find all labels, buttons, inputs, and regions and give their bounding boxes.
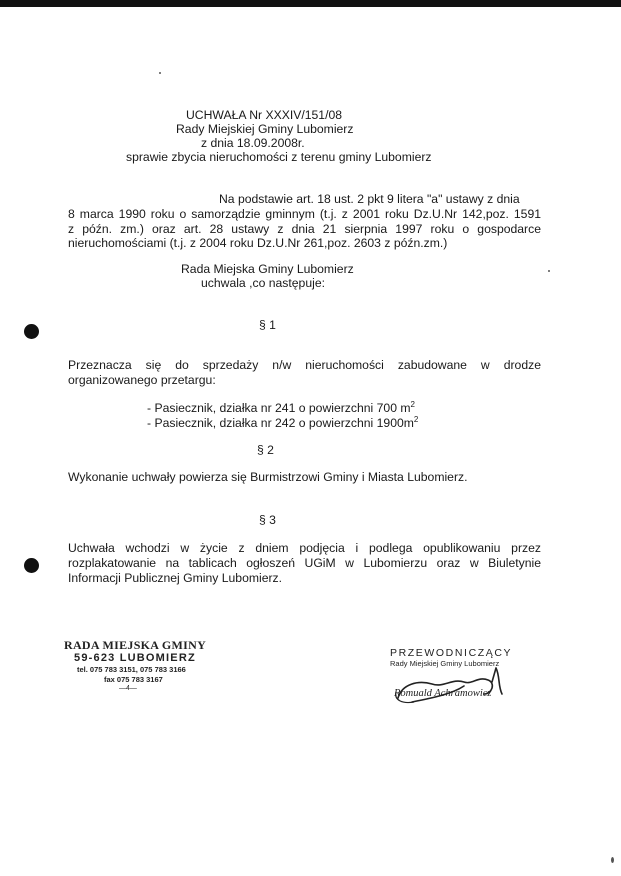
section-1-text: Przeznacza się do sprzedaży n/w nieruchomości zabudowane w drodze xyxy=(68,358,541,372)
legal-basis-line: nieruchomościami (t.j. z 2004 roku Dz.U.Nr 261,poz. 2603 z późn.zm.) xyxy=(68,236,448,250)
section-3-heading: § 3 xyxy=(259,513,276,527)
stamp-fax: fax 075 783 3167 xyxy=(104,675,163,684)
scan-top-border xyxy=(0,0,621,7)
legal-basis-line: 8 marca 1990 roku o samorządzie gminnym (t.j. z 2001 roku Dz.U.Nr 142,poz. 1591 xyxy=(68,207,541,221)
council-resolves: Rada Miejska Gminy Lubomierz xyxy=(181,262,354,276)
property-item-242: - Pasiecznik, działka nr 242 o powierzchni $1900m^2$ xyxy=(147,414,419,430)
section-2-text: Wykonanie uchwały powierza się Burmistrzowi Gminy i Miasta Lubomierz. xyxy=(68,470,468,484)
binder-hole xyxy=(24,324,39,339)
legal-basis-line: Na podstawie art. 18 ust. 2 pkt 9 litera "a" ustawy z dnia xyxy=(219,192,520,206)
stamp-chairman-name: Romuald Achramowicz xyxy=(394,688,492,699)
stamp-council-name: RADA MIEJSKA GMINY xyxy=(64,638,207,652)
council-resolves-text: uchwala ,co następuje: xyxy=(201,276,325,290)
stamp-chairman-title: PRZEWODNICZĄCY xyxy=(390,647,513,659)
resolution-subject: sprawie zbycia nieruchomości z terenu gminy Lubomierz xyxy=(126,150,432,164)
scan-speck xyxy=(159,72,161,74)
section-1-text: organizowanego przetargu: xyxy=(68,373,216,387)
scan-speck xyxy=(611,857,614,863)
section-3-text: Informacji Publicznej Gminy Lubomierz. xyxy=(68,571,283,585)
legal-basis-line: z późn. zm.) oraz art. 28 ustawy z dnia 21 sierpnia 1997 roku o gospodarce xyxy=(68,222,541,236)
stamp-mark: —4— xyxy=(119,685,137,692)
property-item-241: - Pasiecznik, działka nr 241 o powierzchni 700 $m^2$ xyxy=(147,399,415,415)
section-2-heading: § 2 xyxy=(257,443,274,457)
resolution-date: z dnia 18.09.2008r. xyxy=(201,136,305,150)
section-3-text: rozplakatowanie na tablicach ogłoszeń UGiM w Lubomierzu oraz w Biuletynie xyxy=(68,556,541,570)
stamp-chairman-subtitle: Rady Miejskiej Gminy Lubomierz xyxy=(390,659,500,668)
stamp-postal-code: 59-623 LUBOMIERZ xyxy=(74,652,196,664)
stamp-phone: tel. 075 783 3151, 075 783 3166 xyxy=(77,665,186,674)
binder-hole xyxy=(24,558,39,573)
section-3-text: Uchwała wchodzi w życie z dniem podjęcia i podlega opublikowaniu przez xyxy=(68,541,541,555)
scan-speck xyxy=(548,270,550,272)
resolution-number: UCHWAŁA Nr XXXIV/151/08 xyxy=(186,108,343,122)
section-1-heading: § 1 xyxy=(259,318,276,332)
signature-icon xyxy=(392,664,527,709)
council-name: Rady Miejskiej Gminy Lubomierz xyxy=(176,122,354,136)
